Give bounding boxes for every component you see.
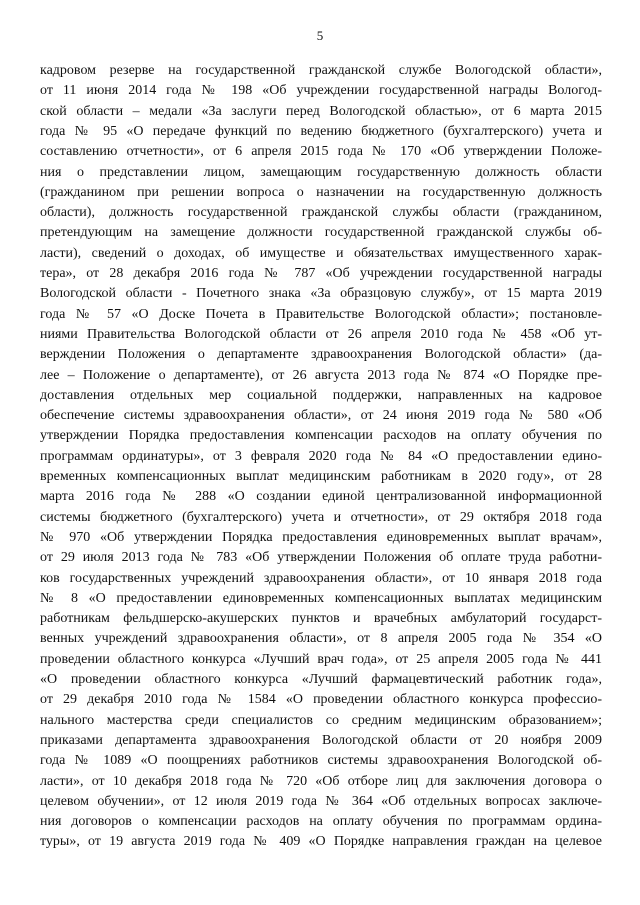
text-line: ласти), сведений о доходах, об имуществе и обязательствах имущественного харак- [40, 245, 602, 261]
text-line: нального мастерства среди специалистов со средним медицинским образованием»; [40, 712, 602, 728]
text-line: ласти», от 10 декабря 2018 года № 720 «Об отборе лиц для заключения договора о [40, 773, 602, 789]
text-line: работникам фельдшерско-акушерских пунктов и врачебных амбулаторий государст- [40, 611, 602, 627]
text-line: тера», от 28 декабря 2016 года № 787 «Об учреждении государственной награды [40, 266, 602, 281]
text-line: ния договоров о компенсации расходов на оплату обучения по программам ордина- [40, 814, 602, 830]
text-line: № 970 «Об утверждении Порядка предоставления единовременных выплат врачам», [40, 529, 602, 545]
text-line: (гражданином при решении вопроса о назначении на государственную должность [40, 184, 602, 200]
text-line: № 8 «О предоставлении единовременных компенсационных выплатах медицинским [40, 590, 602, 606]
text-line: года № 95 «О передаче функций по ведению бюджетного (бухгалтерского) учета и [40, 123, 602, 139]
text-line: года № 1089 «О поощрениях работников системы здравоохранения Вологодской об- [40, 753, 602, 769]
text-line: лее – Положение о департаменте), от 26 августа 2013 года № 874 «О Порядке пре- [40, 367, 602, 383]
text-line: претендующим на замещение должности государственной гражданской службы об- [40, 225, 602, 241]
text-line: от 29 июля 2013 года № 783 «Об утверждении Положения об оплате труда работни- [40, 550, 602, 566]
text-line: венных учреждений здравоохранения области», от 8 апреля 2005 года № 354 «О [40, 631, 602, 647]
text-line: года № 57 «О Доске Почета в Правительстве Вологодской области»; постановле- [40, 306, 602, 322]
text-line: ской области – медали «За заслуги перед Вологодской областью», от 6 марта 2015 [40, 103, 602, 119]
text-line: обеспечение системы здравоохранения области», от 24 июня 2019 года № 580 «Об [40, 408, 602, 424]
text-line: от 29 декабря 2010 года № 1584 «О проведении областного конкурса профессио- [40, 692, 602, 708]
text-line: доставления отдельных мер социальной поддержки, направленных на кадровое [40, 387, 602, 403]
text-line: от 11 июня 2014 года № 198 «Об учреждении государственной награды Вологод- [40, 83, 602, 99]
text-line: области), должность государственной гражданской службы области (гражданином, [40, 205, 602, 221]
text-line: системы бюджетного (бухгалтерского) учета и отчетности», от 29 октября 2018 года [40, 509, 602, 525]
text-line: целевом обучении», от 12 июля 2019 года № 364 «Об отдельных вопросах заключе- [40, 793, 602, 809]
text-line: временных компенсационных выплат медицинским работникам в 2020 году», от 28 [40, 469, 602, 484]
text-line: марта 2016 года № 288 «О создании единой централизованной информационной [40, 489, 602, 505]
text-line: ния о представлении лицом, замещающим государственную должность области [40, 164, 602, 180]
text-line: верждении Положения о департаменте здравоохранения Вологодской области» (да- [40, 347, 602, 363]
text-line: туры», от 19 августа 2019 года № 409 «О Порядке направления граждан на целевое [40, 834, 602, 850]
text-line: проведении областного конкурса «Лучший врач года», от 25 апреля 2005 года № 441 [40, 651, 602, 667]
text-line: ниями Правительства Вологодской области от 26 апреля 2010 года № 458 «Об ут- [40, 326, 602, 342]
text-line: приказами департамента здравоохранения Вологодской области от 20 ноября 2009 [40, 732, 602, 748]
text-line: программам ординатуры», от 3 февраля 2020 года № 84 «О предоставлении едино- [40, 448, 602, 464]
text-line: утверждении Порядка предоставления компенсации расходов на оплату обучения по [40, 428, 602, 444]
page-number: 5 [316, 28, 324, 43]
text-line: ков государственных учреждений здравоохранения области», от 10 января 2018 года [40, 570, 602, 586]
text-line: кадровом резерве на государственной гражданской службе Вологодской области», [40, 63, 602, 78]
text-line: «О проведении областного конкурса «Лучший фармацевтический работник года», [40, 672, 602, 687]
text-line: Вологодской области - Почетного знака «За образцовую службу», от 15 марта 2019 [40, 286, 602, 302]
text-line: составлению отчетности», от 6 апреля 2015 года № 170 «Об утверждении Положе- [40, 144, 602, 160]
